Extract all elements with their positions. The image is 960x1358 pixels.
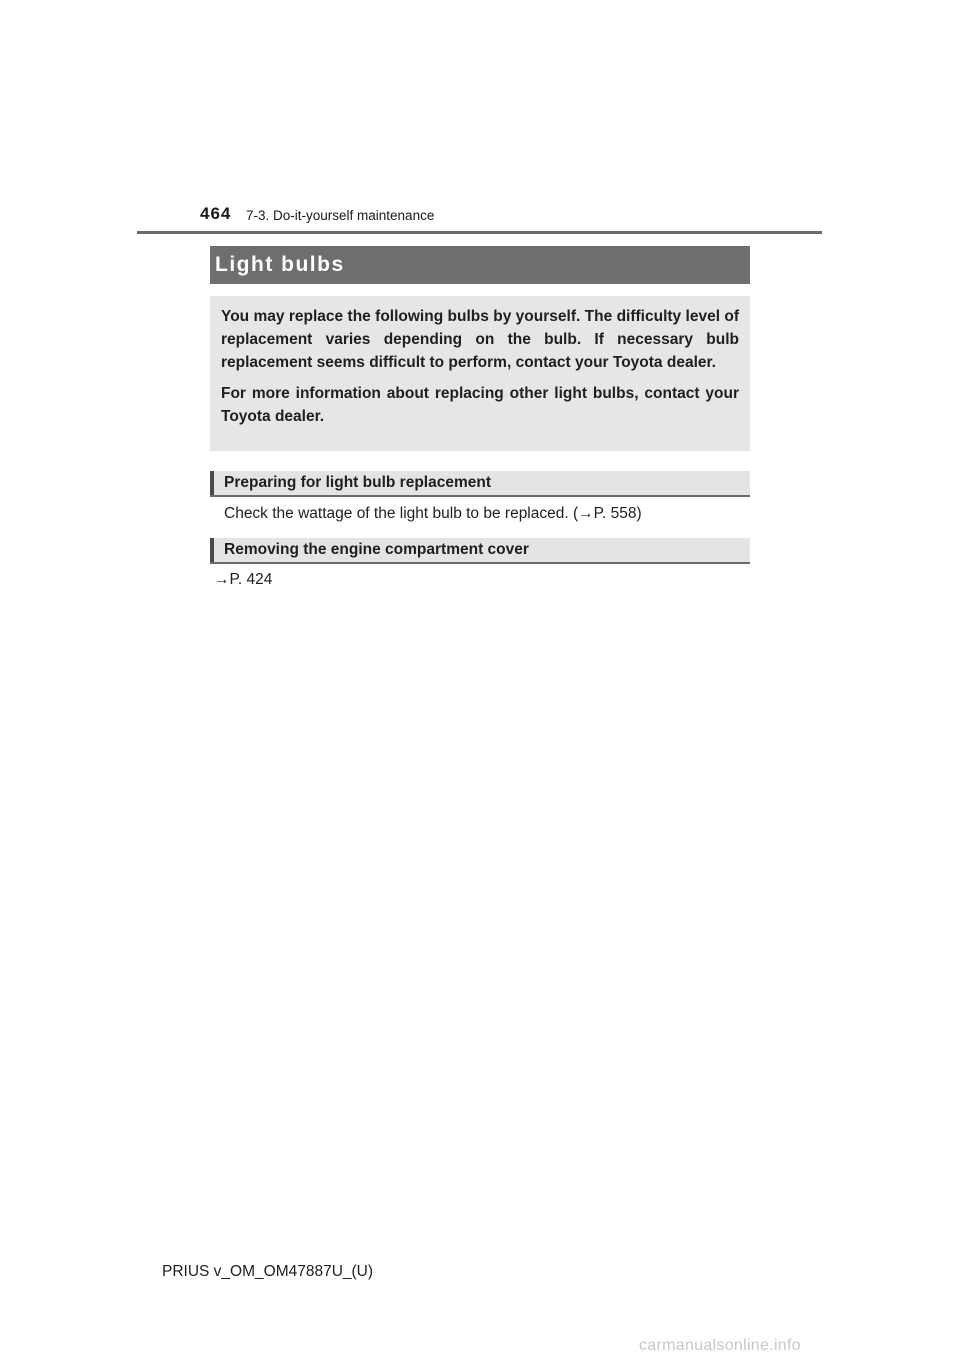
watermark: carmanualsonline.info	[639, 1337, 801, 1354]
intro-paragraph-2: For more information about replacing other light bulbs, contact your Toyota dealer.	[221, 385, 739, 425]
subheading-engine-cover	[210, 538, 750, 564]
body-text-preparing: Check the wattage of the light bulb to be replaced. (→P. 558)	[224, 505, 642, 522]
page-title: Light bulbs	[215, 253, 345, 276]
subheading-marker	[210, 538, 214, 562]
header-rule	[137, 231, 822, 234]
subheading-preparing	[210, 471, 750, 497]
subheading-label: Removing the engine compartment cover	[224, 541, 529, 558]
subheading-marker	[210, 471, 214, 495]
intro-box	[210, 296, 750, 451]
title-bar	[210, 246, 750, 284]
body-text-engine-cover: →P. 424	[214, 571, 273, 588]
subheading-label: Preparing for light bulb replacement	[224, 474, 491, 491]
section-label: 7-3. Do-it-yourself maintenance	[246, 208, 435, 223]
page-number: 464	[200, 204, 232, 223]
footer-code: PRIUS v_OM_OM47887U_(U)	[162, 1263, 374, 1280]
intro-paragraph-1: You may replace the following bulbs by yourself. The difficulty level of replacement varies depending on the bulb. If necessary bulb replacement seems difficult to perform, contact your Toyota dealer.	[221, 308, 739, 371]
